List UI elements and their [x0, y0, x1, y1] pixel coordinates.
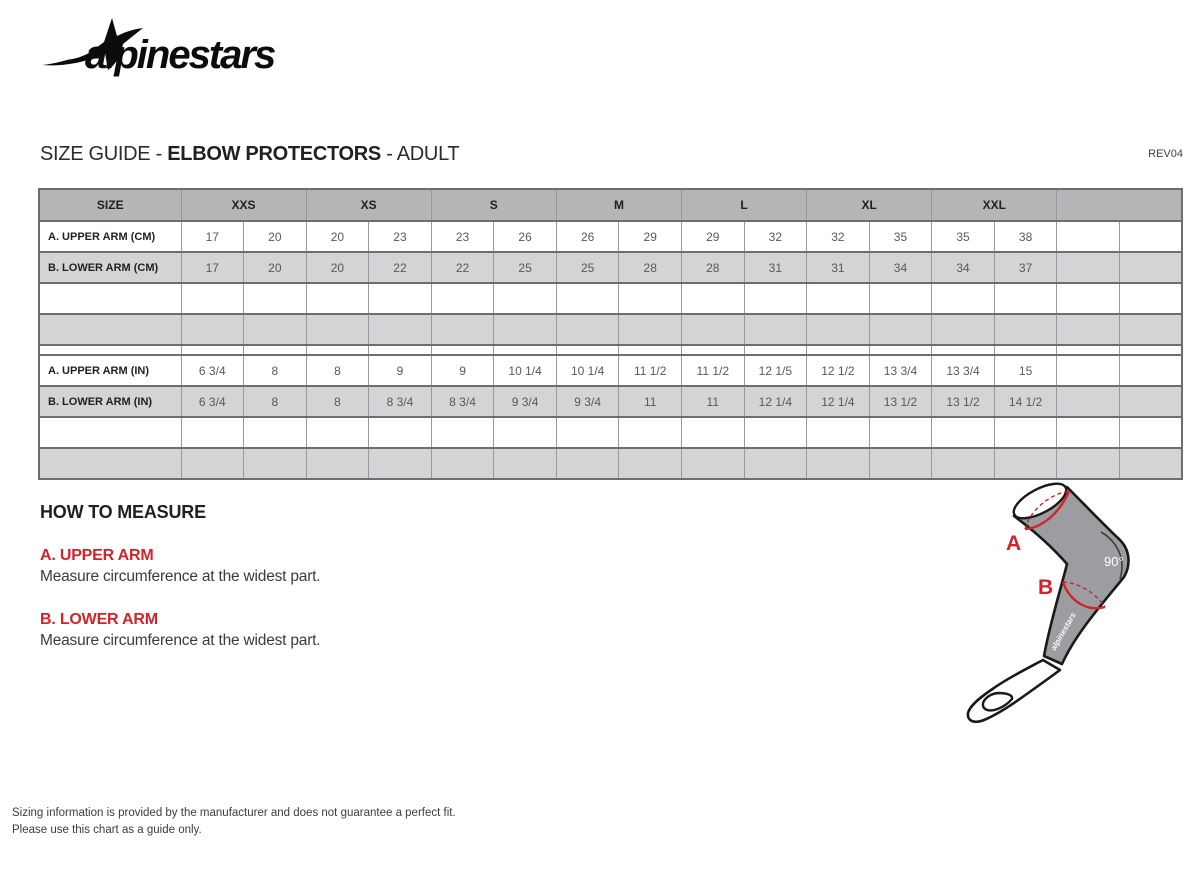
- table-cell: 12 1/5: [744, 355, 807, 386]
- row-label: B. LOWER ARM (CM): [39, 252, 181, 283]
- table-cell: [994, 417, 1057, 448]
- how-to-measure-section: [40, 502, 560, 675]
- table-cell: 31: [807, 252, 870, 283]
- table-cell: 11: [619, 386, 682, 417]
- table-cell: [807, 345, 870, 355]
- table-cell: 6 3/4: [181, 355, 244, 386]
- table-cell: [556, 345, 619, 355]
- row-label: B. LOWER ARM (IN): [39, 386, 181, 417]
- table-row: [39, 355, 1182, 386]
- table-cell: 9 3/4: [494, 386, 557, 417]
- table-cell: [556, 417, 619, 448]
- table-cell: [369, 283, 432, 314]
- column-header: L: [682, 189, 807, 221]
- table-cell: [869, 417, 932, 448]
- table-cell: [181, 417, 244, 448]
- table-cell: [1119, 252, 1182, 283]
- table-cell: [494, 417, 557, 448]
- table-cell: [494, 314, 557, 345]
- table-cell: [807, 283, 870, 314]
- table-cell: 34: [869, 252, 932, 283]
- table-cell: [744, 314, 807, 345]
- table-cell: [619, 283, 682, 314]
- measure-item-lower-arm: [40, 611, 560, 650]
- table-cell: [369, 448, 432, 479]
- table-cell: [807, 417, 870, 448]
- point-b-label: B: [1038, 576, 1054, 599]
- table-cell: 8 3/4: [431, 386, 494, 417]
- table-cell: 12 1/4: [744, 386, 807, 417]
- table-cell: [744, 283, 807, 314]
- table-cell: [431, 345, 494, 355]
- table-cell: 26: [556, 221, 619, 252]
- table-cell: 8: [244, 386, 307, 417]
- table-cell: 25: [556, 252, 619, 283]
- table-cell: 13 3/4: [869, 355, 932, 386]
- table-cell: [1119, 221, 1182, 252]
- table-cell: 35: [932, 221, 995, 252]
- column-header: XXL: [932, 189, 1057, 221]
- table-cell: [369, 417, 432, 448]
- table-cell: 20: [306, 252, 369, 283]
- arm-measurement-diagram: [958, 468, 1198, 753]
- measure-desc-a: Measure circumference at the widest part.: [40, 568, 321, 585]
- table-cell: [682, 417, 745, 448]
- table-cell: 23: [369, 221, 432, 252]
- row-label: A. UPPER ARM (CM): [39, 221, 181, 252]
- measure-desc-b: Measure circumference at the widest part.: [40, 632, 321, 649]
- table-cell: [619, 314, 682, 345]
- table-cell: [682, 448, 745, 479]
- table-cell: [932, 417, 995, 448]
- table-cell: [1057, 252, 1120, 283]
- table-cell: [306, 283, 369, 314]
- table-cell: 26: [494, 221, 557, 252]
- table-cell: [306, 345, 369, 355]
- measure-title-a: A. UPPER ARM: [40, 547, 154, 564]
- table-cell: [1119, 355, 1182, 386]
- table-cell: [181, 283, 244, 314]
- table-cell: [431, 314, 494, 345]
- table-cell: 20: [244, 221, 307, 252]
- table-cell: [556, 283, 619, 314]
- table-cell: [181, 314, 244, 345]
- table-cell: 38: [994, 221, 1057, 252]
- table-cell: 29: [619, 221, 682, 252]
- table-cell: [682, 283, 745, 314]
- table-cell: [431, 448, 494, 479]
- point-a-label: A: [1006, 532, 1022, 555]
- table-cell: 9: [431, 355, 494, 386]
- table-cell: 13 1/2: [932, 386, 995, 417]
- column-header: XXS: [181, 189, 306, 221]
- table-cell: 25: [494, 252, 557, 283]
- hand-illustration: [968, 660, 1060, 722]
- table-cell: [869, 314, 932, 345]
- row-label: [39, 417, 181, 448]
- table-cell: 31: [744, 252, 807, 283]
- table-cell: [306, 448, 369, 479]
- row-label: [39, 283, 181, 314]
- table-header-row: [39, 189, 1182, 221]
- how-to-measure-heading: HOW TO MEASURE: [40, 502, 206, 522]
- table-cell: [932, 345, 995, 355]
- elbow-protector-sleeve: [1009, 477, 1129, 664]
- row-label: [39, 314, 181, 345]
- title-row: [40, 143, 1183, 169]
- table-cell: 8: [244, 355, 307, 386]
- table-cell: 14 1/2: [994, 386, 1057, 417]
- table-cell: [994, 283, 1057, 314]
- table-cell: 35: [869, 221, 932, 252]
- table-cell: [994, 314, 1057, 345]
- table-cell: [619, 448, 682, 479]
- table-cell: [181, 448, 244, 479]
- row-label: [39, 345, 181, 355]
- table-cell: 13 1/2: [869, 386, 932, 417]
- table-row: [39, 386, 1182, 417]
- table-cell: 10 1/4: [556, 355, 619, 386]
- table-cell: 37: [994, 252, 1057, 283]
- column-header: [1057, 189, 1182, 221]
- table-cell: [1057, 386, 1120, 417]
- table-cell: 20: [244, 252, 307, 283]
- brand-wordmark: alpinestars: [85, 33, 275, 77]
- table-cell: 22: [369, 252, 432, 283]
- table-cell: 20: [306, 221, 369, 252]
- table-cell: 22: [431, 252, 494, 283]
- table-cell: 17: [181, 252, 244, 283]
- measure-item-upper-arm: [40, 547, 560, 586]
- table-cell: 9: [369, 355, 432, 386]
- table-cell: [682, 314, 745, 345]
- table-cell: [556, 314, 619, 345]
- table-cell: [494, 448, 557, 479]
- table-cell: [431, 283, 494, 314]
- table-row: [39, 283, 1182, 314]
- table-cell: 11: [682, 386, 745, 417]
- table-cell: 9 3/4: [556, 386, 619, 417]
- table-cell: [1057, 221, 1120, 252]
- table-cell: 34: [932, 252, 995, 283]
- alpinestars-logo: [28, 8, 298, 80]
- table-cell: [556, 448, 619, 479]
- table-cell: 11 1/2: [682, 355, 745, 386]
- table-row: [39, 417, 1182, 448]
- table-cell: 28: [682, 252, 745, 283]
- table-cell: [1119, 345, 1182, 355]
- table-cell: [369, 345, 432, 355]
- table-cell: [619, 417, 682, 448]
- table-cell: [431, 417, 494, 448]
- table-cell: [244, 448, 307, 479]
- table-cell: 13 3/4: [932, 355, 995, 386]
- table-cell: [1057, 283, 1120, 314]
- table-cell: [1119, 314, 1182, 345]
- table-cell: [619, 345, 682, 355]
- table-cell: 8: [306, 386, 369, 417]
- table-cell: [869, 345, 932, 355]
- table-cell: [994, 345, 1057, 355]
- row-label: A. UPPER ARM (IN): [39, 355, 181, 386]
- size-table-container: [38, 188, 1183, 480]
- table-cell: 8 3/4: [369, 386, 432, 417]
- table-cell: [1119, 283, 1182, 314]
- table-cell: 29: [682, 221, 745, 252]
- table-cell: [682, 345, 745, 355]
- table-cell: [306, 314, 369, 345]
- table-cell: [932, 283, 995, 314]
- table-cell: [1057, 355, 1120, 386]
- column-header: XS: [306, 189, 431, 221]
- table-cell: [306, 417, 369, 448]
- table-cell: 28: [619, 252, 682, 283]
- table-cell: [244, 314, 307, 345]
- table-cell: [744, 345, 807, 355]
- table-row: [39, 221, 1182, 252]
- column-header: S: [431, 189, 556, 221]
- table-cell: [807, 314, 870, 345]
- row-label: [39, 448, 181, 479]
- table-cell: [1057, 417, 1120, 448]
- table-cell: [1119, 417, 1182, 448]
- table-cell: [244, 283, 307, 314]
- table-cell: 11 1/2: [619, 355, 682, 386]
- table-row: [39, 345, 1182, 355]
- page-title: [40, 143, 1183, 166]
- table-cell: 12 1/2: [807, 355, 870, 386]
- measure-title-b: B. LOWER ARM: [40, 611, 158, 628]
- column-header-size: SIZE: [39, 189, 181, 221]
- table-cell: [744, 417, 807, 448]
- table-cell: 23: [431, 221, 494, 252]
- table-cell: [869, 448, 932, 479]
- title-prefix: SIZE GUIDE -: [40, 143, 168, 165]
- title-suffix: - ADULT: [380, 143, 460, 165]
- table-row: [39, 252, 1182, 283]
- size-table: [38, 188, 1183, 480]
- table-cell: [369, 314, 432, 345]
- column-header: XL: [807, 189, 932, 221]
- table-cell: [494, 345, 557, 355]
- table-cell: [932, 314, 995, 345]
- table-cell: [494, 283, 557, 314]
- table-cell: [1119, 386, 1182, 417]
- table-cell: [807, 448, 870, 479]
- column-header: M: [556, 189, 681, 221]
- table-cell: 32: [744, 221, 807, 252]
- table-cell: 10 1/4: [494, 355, 557, 386]
- table-cell: [244, 417, 307, 448]
- table-cell: [244, 345, 307, 355]
- footer-line-2: Please use this chart as a guide only.: [12, 824, 202, 836]
- table-cell: [181, 345, 244, 355]
- table-cell: 17: [181, 221, 244, 252]
- table-cell: 12 1/4: [807, 386, 870, 417]
- footer-line-1: Sizing information is provided by the manufacturer and does not guarantee a perfect fit.: [12, 807, 456, 819]
- elbow-angle-label: 90°: [1104, 554, 1124, 569]
- table-cell: [1057, 314, 1120, 345]
- sleeve-brand-text: alpinestars: [1048, 610, 1078, 652]
- table-cell: 32: [807, 221, 870, 252]
- table-cell: [869, 283, 932, 314]
- title-product: ELBOW PROTECTORS: [167, 143, 381, 165]
- revision-label: REV04: [1148, 148, 1183, 160]
- footer-disclaimer: [12, 805, 712, 839]
- table-cell: [744, 448, 807, 479]
- table-row: [39, 314, 1182, 345]
- table-cell: 6 3/4: [181, 386, 244, 417]
- table-cell: 15: [994, 355, 1057, 386]
- table-cell: [1057, 345, 1120, 355]
- table-cell: 8: [306, 355, 369, 386]
